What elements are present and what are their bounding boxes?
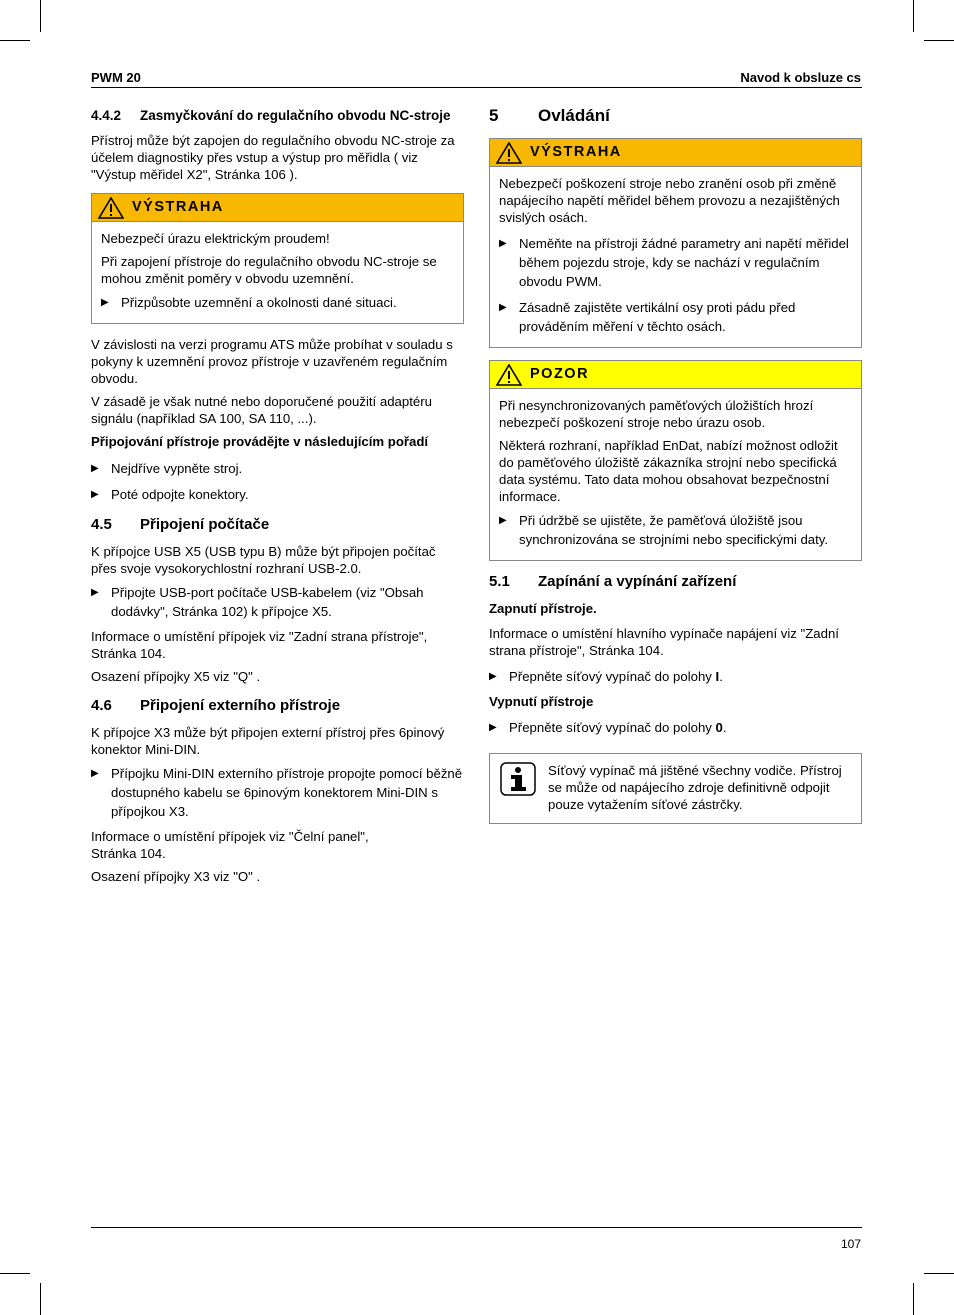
paragraph: K přípojce X3 může být připojen externí přístroj přes 6pinový konektor Mini-DIN. xyxy=(91,725,445,757)
caution-box xyxy=(489,360,862,561)
caution-text: Některá rozhraní, například EnDat, nabízí možnost odložit do paměťového úložiště zákazníka strojní nebo specifická data systému. Tato data mohou obsahovat bezpečnostní informace. xyxy=(499,438,838,504)
section-number: 4.6 xyxy=(91,697,112,714)
bullet-triangle-icon: ▶ xyxy=(91,768,99,779)
paragraph: K přípojce USB X5 (USB typu B) může být připojen počítač přes svoje vysokorychlostní rozhraní USB-2.0. xyxy=(91,544,436,576)
warning-triangle-icon xyxy=(98,197,124,219)
chapter-number: 5 xyxy=(489,106,499,125)
paragraph: V zásadě je však nutné nebo doporučené použití adaptéru signálu (například SA 100, SA 110, ...). xyxy=(91,394,432,426)
subheading: Vypnutí přístroje xyxy=(489,694,594,709)
warning-header xyxy=(92,194,463,222)
bullet-triangle-icon: ▶ xyxy=(91,587,99,598)
crop-mark xyxy=(0,1273,30,1274)
paragraph: V závislosti na verzi programu ATS může probíhat v souladu s pokyny k uzemnění provoz přístroje v uzavřeném regulačním obvodu. xyxy=(91,337,453,386)
section-title: Připojení počítače xyxy=(140,516,270,533)
header-rule xyxy=(91,87,862,88)
list-item xyxy=(489,667,862,686)
list-item xyxy=(101,293,454,312)
section-heading-5-1 xyxy=(489,573,862,590)
section-heading-4-4-2 xyxy=(91,107,464,124)
bullet-triangle-icon: ▶ xyxy=(499,238,507,249)
crop-mark xyxy=(40,0,41,32)
caution-label: POZOR xyxy=(530,366,590,382)
page-number: 107 xyxy=(840,1237,861,1251)
list-item-text: Neměňte na přístroji žádné parametry ani napětí měřidel během pojezdu stroje, kdy se nachází v regulačním obvodu PWM. xyxy=(519,236,849,289)
list-item-text: Přípojku Mini-DIN externího přístroje propojte pomocí běžně dostupného kabelu se 6pinovým konektorem Mini-DIN s přípojkou X3. xyxy=(111,766,463,819)
crop-mark xyxy=(913,1283,914,1315)
period: . xyxy=(722,720,727,735)
list-item-text: Při údržbě se ujistěte, že paměťová úložiště jsou synchronizována se strojními nebo specifickými daty. xyxy=(519,513,829,547)
warning-header xyxy=(490,139,861,167)
list-item-text-part: Přepněte síťový vypínač do polohy xyxy=(509,669,716,684)
list-item xyxy=(489,718,862,737)
right-column xyxy=(489,107,862,824)
warning-text: Nebezpečí poškození stroje nebo zranění osob při změně napájecího napětí měřidel během provozu a nezajištěných svislých osách. xyxy=(499,176,840,225)
warning-label: VÝSTRAHA xyxy=(530,144,622,160)
list-item-text: Poté odpojte konektory. xyxy=(111,487,249,502)
section-number: 5.1 xyxy=(489,573,510,590)
list-item-text: Připojte USB-port počítače USB-kabelem (viz "Obsah dodávky", Stránka 102) k přípojce X5. xyxy=(111,585,424,619)
chapter-heading-5 xyxy=(489,107,862,124)
crop-mark xyxy=(40,1283,41,1315)
bullet-triangle-icon: ▶ xyxy=(91,463,99,474)
section-number: 4.4.2 xyxy=(91,108,122,123)
period: . xyxy=(719,669,723,684)
section-heading-4-6 xyxy=(91,697,464,714)
paragraph: Osazení přípojky X3 viz "O" . xyxy=(91,869,261,884)
warning-box xyxy=(489,138,862,348)
list-item xyxy=(499,298,852,336)
list-item-text-part: Přepněte síťový vypínač do polohy xyxy=(509,720,716,735)
list-item xyxy=(499,511,852,549)
crop-mark xyxy=(913,0,914,32)
warning-triangle-icon xyxy=(496,364,522,386)
paragraph: Informace o umístění přípojek viz "Zadní strana přístroje", Stránka 104. xyxy=(91,629,428,661)
paragraph xyxy=(91,828,464,862)
info-icon xyxy=(500,762,548,813)
list-item xyxy=(499,234,852,291)
warning-triangle-icon xyxy=(496,142,522,164)
chapter-title: Ovládání xyxy=(538,106,610,125)
section-title: Připojení externího přístroje xyxy=(140,697,341,714)
list-item xyxy=(91,764,464,821)
warning-text: Při zapojení přístroje do regulačního obvodu NC-stroje se mohou změnit poměry v obvodu uzemnění. xyxy=(101,254,437,286)
paragraph: Informace o umístění hlavního vypínače napájení viz "Zadní strana přístroje", Stránka 104. xyxy=(489,626,839,658)
warning-box xyxy=(91,193,464,324)
list-item-text xyxy=(509,718,727,737)
crop-mark xyxy=(924,40,954,41)
list-item-text: Zásadně zajistěte vertikální osy proti pádu před prováděním měření v těchto osách. xyxy=(519,300,796,334)
crop-mark xyxy=(924,1273,954,1274)
list-item-text xyxy=(509,667,723,686)
section-number: 4.5 xyxy=(91,516,112,533)
switch-position: 0 xyxy=(715,720,723,735)
caution-header xyxy=(490,361,861,389)
paragraph: Osazení přípojky X5 viz "Q" . xyxy=(91,669,261,684)
switch-position: I xyxy=(715,669,720,684)
list-item xyxy=(91,459,464,478)
footer-rule xyxy=(91,1227,862,1228)
warning-text: Nebezpečí úrazu elektrickým proudem! xyxy=(101,231,330,246)
header-product: PWM 20 xyxy=(91,70,141,85)
list-item-text: Přizpůsobte uzemnění a okolnosti dané situaci. xyxy=(121,295,397,310)
paragraph-line: Informace o umístění přípojek viz "Čelní panel", xyxy=(91,829,369,844)
left-column xyxy=(91,107,464,891)
paragraph: Přístroj může být zapojen do regulačního obvodu NC-stroje za účelem diagnostiky přes vstup a výstup pro měřidla ( viz "Výstup měřidel X2", Stránka 106 ). xyxy=(91,133,455,182)
caution-text: Při nesynchronizovaných paměťových úložištích hrozí nebezpečí poškození stroje nebo úrazu osob. xyxy=(499,398,814,430)
bullet-triangle-icon: ▶ xyxy=(499,302,507,313)
paragraph-line: Stránka 104. xyxy=(91,846,166,861)
bullet-triangle-icon: ▶ xyxy=(499,515,507,526)
instruction-heading: Připojování přístroje provádějte v následujícím pořadí xyxy=(91,434,429,449)
bullet-triangle-icon: ▶ xyxy=(489,671,497,682)
list-item xyxy=(91,485,464,504)
bullet-triangle-icon: ▶ xyxy=(91,489,99,500)
section-title: Zapínání a vypínání zařízení xyxy=(538,573,737,590)
info-text: Síťový vypínač má jištěné všechny vodiče. Přístroj se může od napájecího zdroje definitivně odpojit pouze vytažením síťové zástrčky. xyxy=(548,763,842,812)
section-title: Zasmyčkování do regulačního obvodu NC-stroje xyxy=(140,108,451,123)
header-doc-title: Navod k obsluze cs xyxy=(740,70,861,85)
subheading: Zapnutí přístroje. xyxy=(489,601,597,616)
crop-mark xyxy=(0,40,30,41)
bullet-triangle-icon: ▶ xyxy=(101,297,109,308)
list-item-text: Nejdříve vypněte stroj. xyxy=(111,461,243,476)
bullet-triangle-icon: ▶ xyxy=(489,722,497,733)
list-item xyxy=(91,583,464,621)
section-heading-4-5 xyxy=(91,516,464,533)
warning-label: VÝSTRAHA xyxy=(132,199,224,215)
info-box xyxy=(489,753,862,824)
